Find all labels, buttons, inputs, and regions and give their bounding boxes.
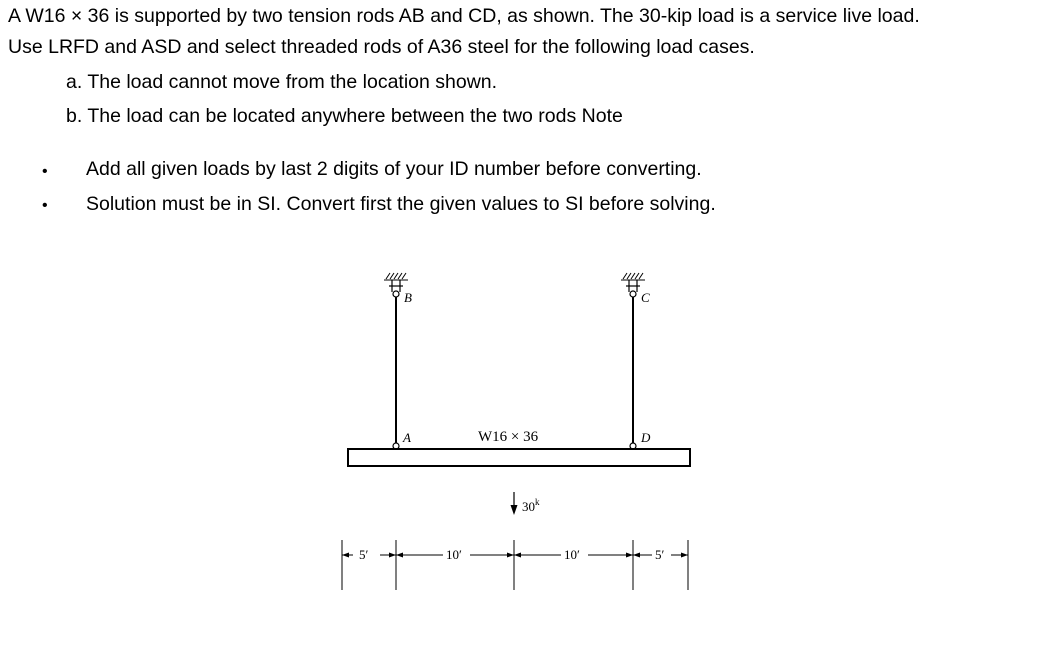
load-arrow-icon	[511, 492, 518, 515]
problem-line-2: Use LRFD and ASD and select threaded rods of A36 steel for the following load cases.	[8, 36, 755, 58]
note-1: Add all given loads by last 2 digits of your ID number before converting.	[86, 158, 702, 180]
load-label: 30$^k$	[522, 497, 540, 514]
note-2: Solution must be in SI. Convert first the given values to SI before solving.	[86, 193, 716, 215]
beam-label: W16 × 36	[478, 429, 539, 445]
bullet-icon: •	[42, 197, 48, 214]
case-a: a. The load cannot move from the location shown.	[66, 71, 498, 93]
case-b: b. The load can be located anywhere between the two rods Note	[66, 105, 623, 127]
dim-right: 5′	[655, 547, 665, 562]
label-D: D	[641, 430, 651, 445]
dim-mid-right: 10′	[564, 547, 580, 562]
label-C: C	[641, 290, 650, 305]
right-support-hatch-icon	[621, 273, 645, 280]
pin-B-icon	[389, 280, 403, 297]
label-B: B	[404, 290, 412, 305]
beam-W16x36	[348, 449, 690, 466]
problem-line-1: A W16 × 36 is supported by two tension rods AB and CD, as shown. The 30-kip load is a service live load.	[8, 5, 920, 27]
label-A: A	[403, 430, 411, 445]
dim-left: 5′	[359, 547, 369, 562]
left-support-hatch-icon	[384, 273, 408, 280]
dim-mid-left: 10′	[446, 547, 462, 562]
dimension-ticks	[342, 540, 688, 590]
dimension-arrowheads	[342, 553, 688, 558]
bullet-icon: •	[42, 163, 48, 180]
pin-C-icon	[626, 280, 640, 297]
